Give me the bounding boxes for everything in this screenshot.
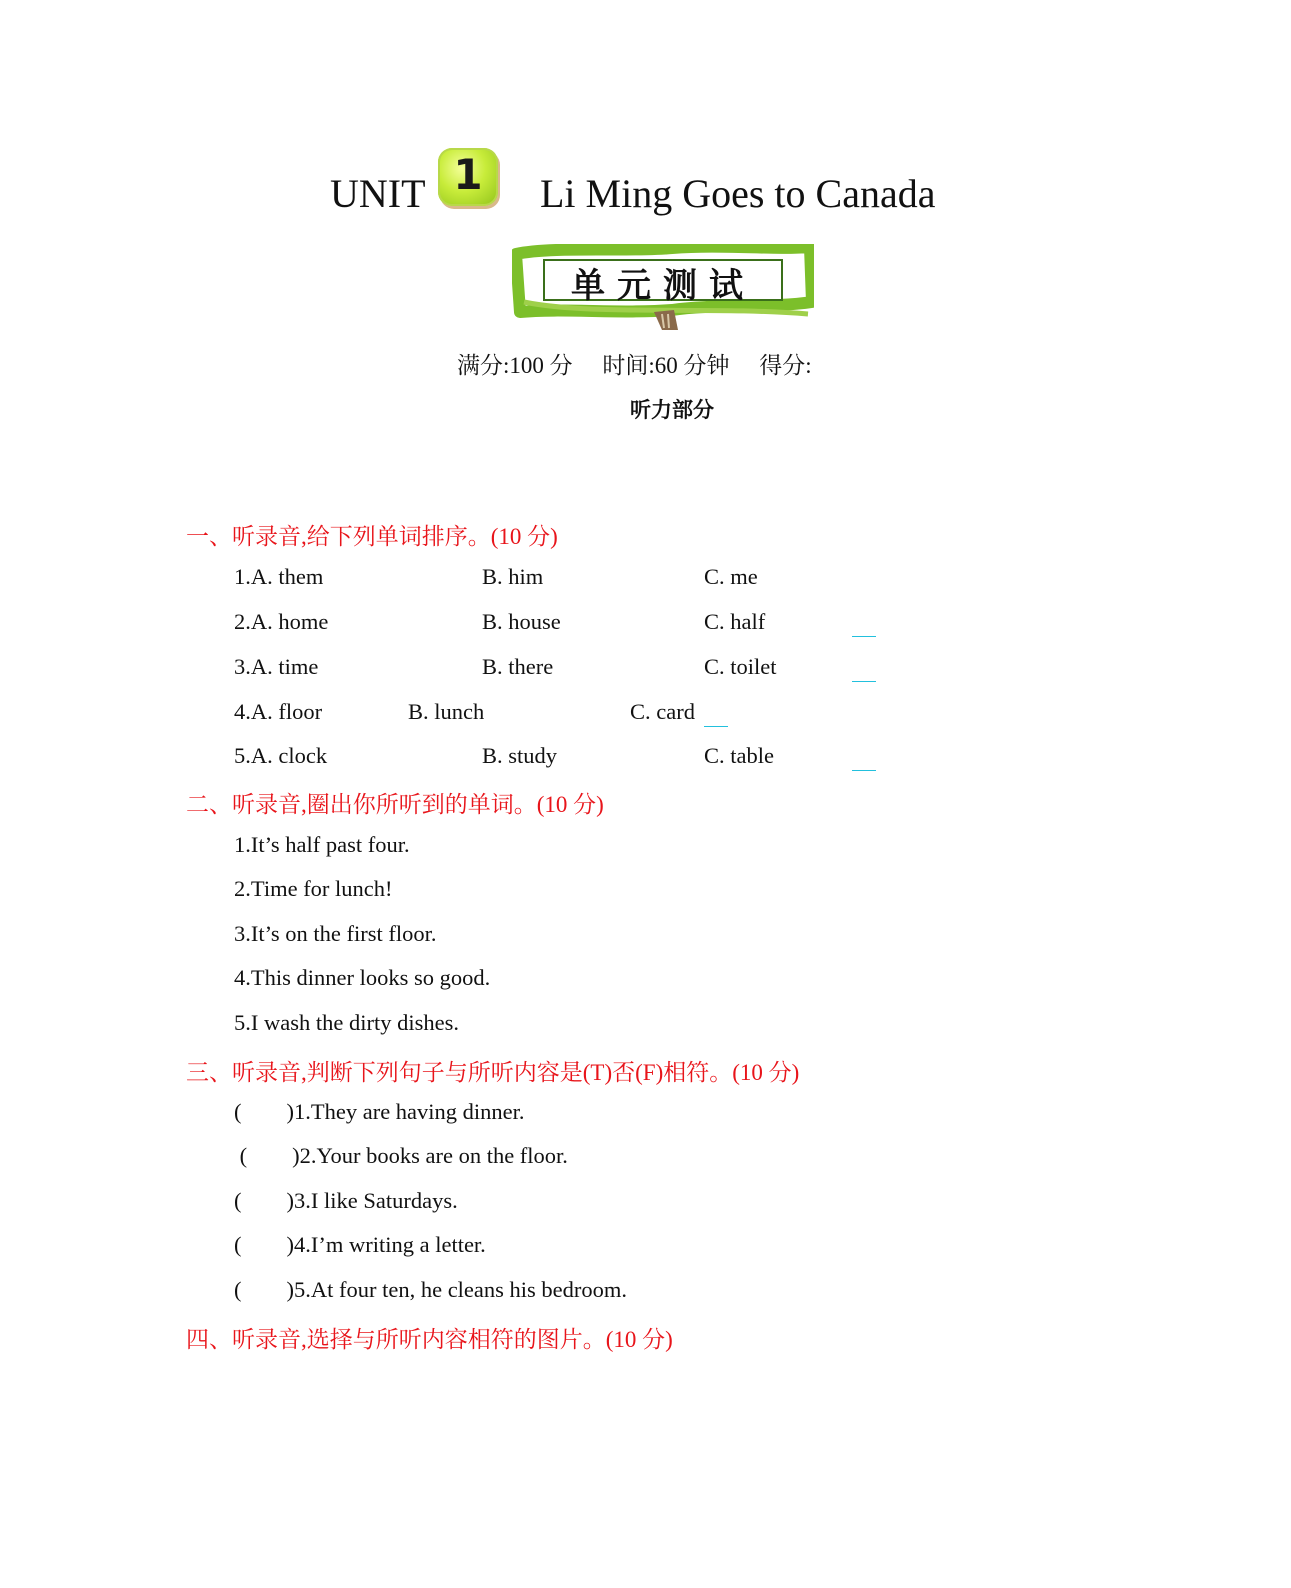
s1-item-3-c: C. toilet — [704, 654, 777, 679]
s1-item-2-b: B. house — [482, 609, 561, 634]
s1-item-1-b: B. him — [482, 564, 544, 589]
answer-blank[interactable] — [704, 726, 728, 727]
s1-item-4-a: 4.A. floor — [234, 699, 323, 724]
s1-item-5-b: B. study — [482, 743, 558, 768]
s3-item-1: ( )1.They are having dinner. — [234, 1099, 525, 1124]
s3-item-5: ( )5.At four ten, he cleans his bedroom. — [234, 1277, 628, 1302]
unit-number: 1 — [453, 150, 483, 199]
s1-item-1-a: 1.A. them — [234, 564, 324, 589]
s1-item-4-b: B. lunch — [408, 699, 485, 724]
s1-item-3-a: 3.A. time — [234, 654, 319, 679]
s1-item-4-c: C. card — [630, 699, 695, 724]
s2-item-2: 2.Time for lunch! — [234, 876, 393, 901]
banner-text: 单元测试 — [571, 266, 755, 306]
s1-item-1-c: C. me — [704, 564, 758, 589]
section-3-heading: 三、听录音,判断下列句子与所听内容是(T)否(F)相符。(10 分) — [186, 1060, 800, 1085]
unit-title: Li Ming Goes to Canada — [540, 171, 936, 216]
unit-label: UNIT — [330, 171, 426, 216]
s3-item-2: ( )2.Your books are on the floor. — [234, 1143, 568, 1168]
score-info-row — [457, 347, 836, 380]
full-score: 满分:100 分 — [457, 353, 573, 378]
s2-item-3: 3.It’s on the first floor. — [234, 921, 437, 946]
part-title: 听力部分 — [630, 398, 714, 422]
section-4-heading: 四、听录音,选择与所听内容相符的图片。(10 分) — [186, 1327, 673, 1352]
s1-item-2-a: 2.A. home — [234, 609, 329, 634]
answer-blank[interactable] — [852, 681, 876, 682]
unit-number-badge — [438, 148, 498, 206]
section-1-heading: 一、听录音,给下列单词排序。(10 分) — [186, 524, 558, 549]
s1-item-3-b: B. there — [482, 654, 554, 679]
s1-item-5-a: 5.A. clock — [234, 743, 328, 768]
answer-blank[interactable] — [852, 770, 876, 771]
s3-item-4: ( )4.I’m writing a letter. — [234, 1232, 486, 1257]
section-2-heading: 二、听录音,圈出你所听到的单词。(10 分) — [186, 792, 604, 817]
s2-item-4: 4.This dinner looks so good. — [234, 965, 491, 990]
s2-item-5: 5.I wash the dirty dishes. — [234, 1010, 459, 1035]
s1-item-2-c: C. half — [704, 609, 766, 634]
s3-item-3: ( )3.I like Saturdays. — [234, 1188, 458, 1213]
s1-item-5-c: C. table — [704, 743, 774, 768]
score-field: 得分: — [759, 353, 812, 378]
answer-blank[interactable] — [852, 636, 876, 637]
time-limit: 时间:60 分钟 — [602, 353, 730, 378]
s2-item-1: 1.It’s half past four. — [234, 832, 410, 857]
